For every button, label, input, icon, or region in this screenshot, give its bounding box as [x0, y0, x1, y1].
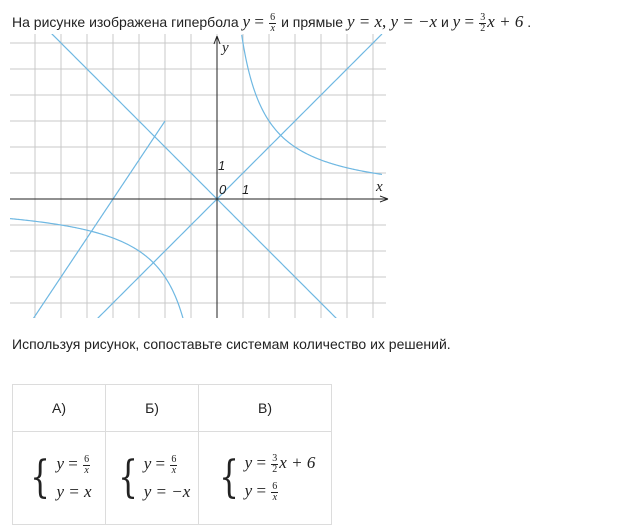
intro-text-4: . [527, 14, 532, 30]
header-a: А) [13, 385, 106, 432]
axes [10, 36, 388, 318]
grid [10, 34, 386, 318]
instruction-text: Используя рисунок, сопоставьте системам количество их решений. [12, 336, 451, 352]
header-b: Б) [106, 385, 199, 432]
system-b-cell [106, 432, 199, 525]
header-c: В) [199, 385, 332, 432]
header-row [13, 385, 332, 432]
plotted-curves [10, 34, 382, 318]
brace: { [218, 452, 239, 503]
intro-text-1: На рисунке изображена гипербола [12, 14, 243, 30]
line-formula-c: y = $\frac{3}{2}$ x + 6 [452, 11, 524, 34]
systems-table [12, 384, 332, 525]
function-graph [10, 34, 392, 318]
line-y-equals-x [58, 34, 382, 318]
system-a: { y = $\frac{6}{x}$ y = x [30, 452, 92, 503]
y-unit-label: 1 [218, 158, 226, 173]
origin-label: 0 [219, 182, 227, 197]
x-unit-label: 1 [242, 182, 250, 197]
system-a-cell [13, 432, 106, 525]
system-c: { y = $\frac{3}{2}$ x + 6 y = $\frac{6}{x}$ [218, 452, 316, 503]
y-axis-label: y [222, 40, 229, 56]
brace: { [30, 452, 51, 503]
line-formula-b: y = −x [390, 12, 438, 31]
systems-row [13, 432, 332, 525]
intro-text-2: и прямые [281, 14, 347, 30]
hyperbola-formula: y = $\frac{6}{x}$ [242, 11, 276, 34]
system-c-cell [199, 432, 332, 525]
line-y-equals-minus-x [30, 34, 375, 318]
formula-separator: , [382, 12, 391, 31]
brace: { [117, 452, 138, 503]
problem-statement [12, 10, 531, 34]
system-b: { y = $\frac{6}{x}$ y = −x [117, 452, 191, 503]
line-formula-a: y = x [346, 12, 382, 31]
x-axis-label: x [376, 179, 383, 195]
intro-text-3: и [440, 14, 453, 30]
